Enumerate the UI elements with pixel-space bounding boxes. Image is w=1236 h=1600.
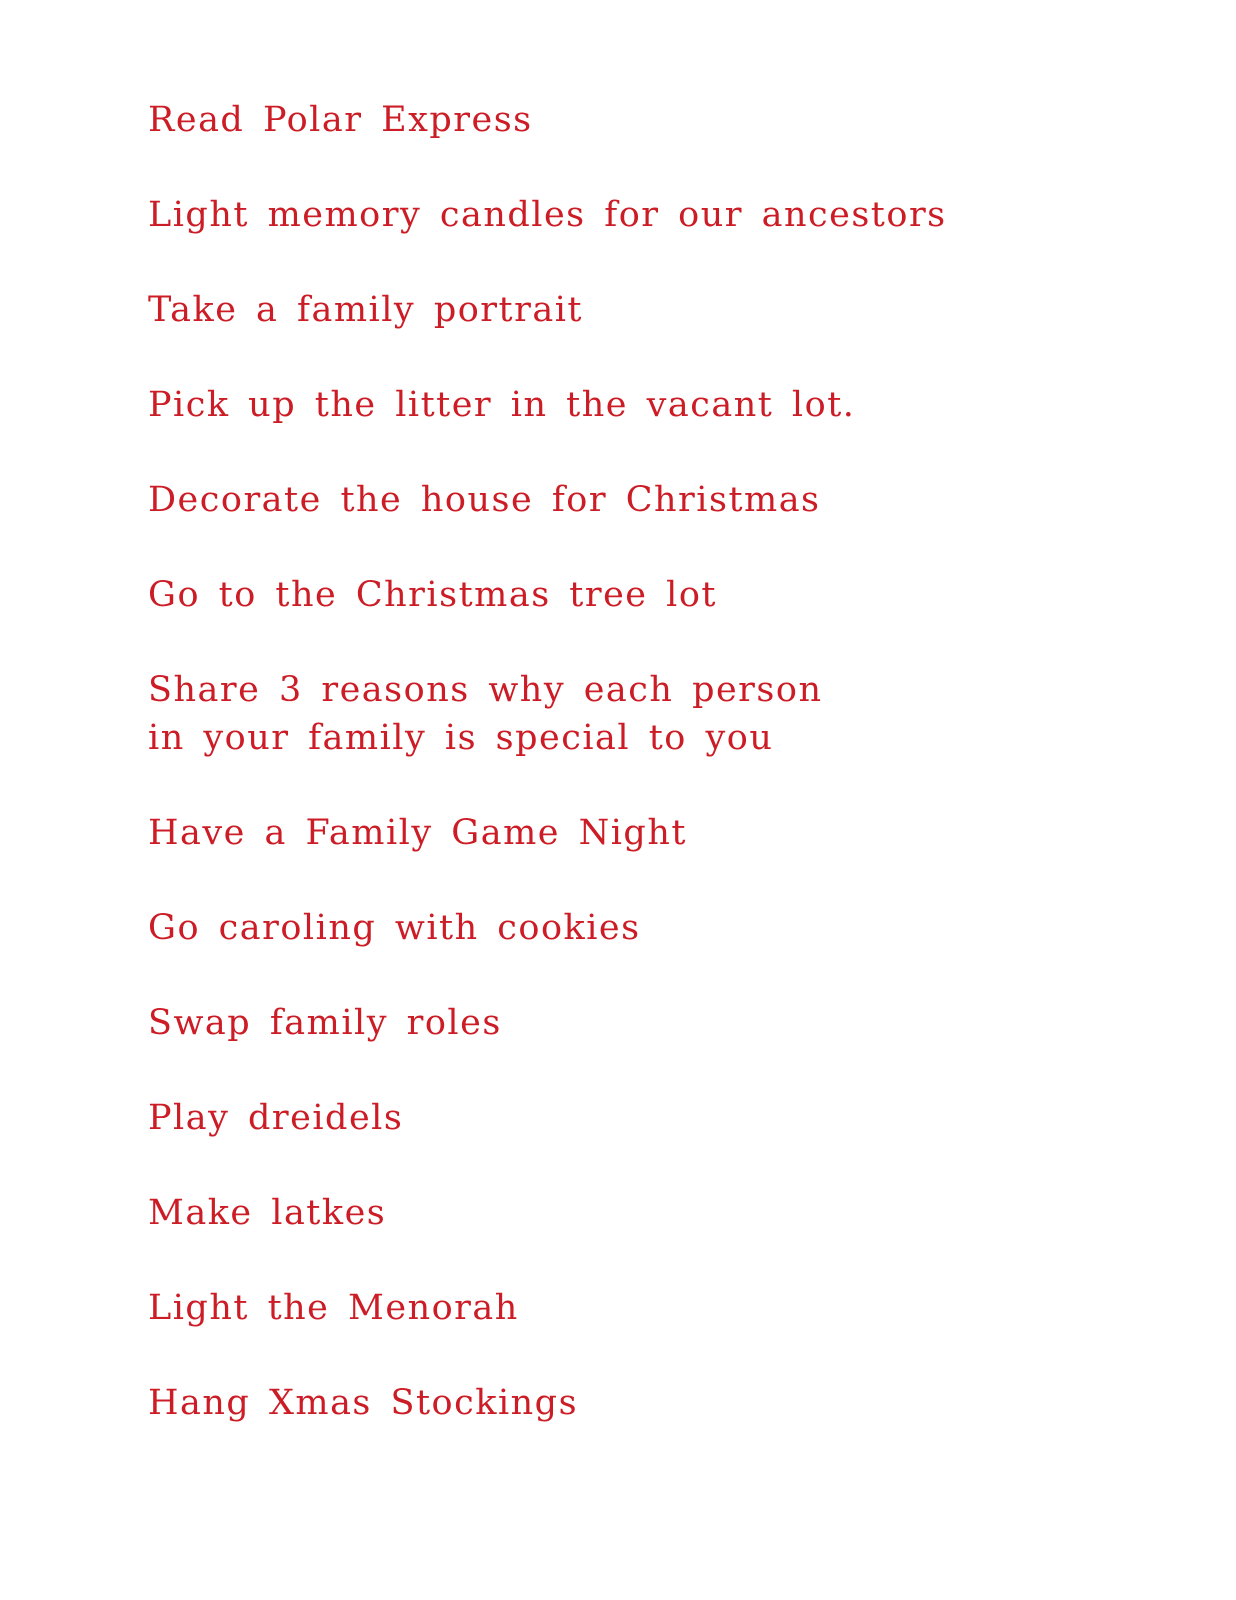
activity-item [148, 476, 947, 524]
activity-text: Have a Family Game Night [148, 813, 687, 853]
activity-item [148, 999, 947, 1047]
activity-item [148, 809, 947, 857]
activity-text: Light memory candles for our ancestors [148, 195, 947, 235]
activity-item [148, 1284, 947, 1332]
activity-list [148, 96, 947, 1474]
activity-item [148, 1189, 947, 1237]
activity-text: Make latkes [148, 1193, 387, 1233]
activity-text: Go to the Christmas tree lot [148, 575, 717, 615]
activity-text: Play dreidels [148, 1098, 404, 1138]
activity-item [148, 381, 947, 429]
activity-item [148, 96, 947, 144]
activity-text: Read Polar Express [148, 100, 533, 140]
activity-text: Hang Xmas Stockings [148, 1383, 579, 1423]
activity-item [148, 1094, 947, 1142]
activity-item [148, 286, 947, 334]
activity-item [148, 1379, 947, 1427]
activity-text-line-1: Share 3 reasons why each person [148, 670, 823, 710]
activity-item [148, 666, 947, 762]
activity-item [148, 904, 947, 952]
activity-text: Light the Menorah [148, 1288, 519, 1328]
activity-item [148, 571, 947, 619]
activity-text: Take a family portrait [148, 290, 583, 330]
activity-text: Decorate the house for Christmas [148, 480, 821, 520]
activity-text: Pick up the litter in the vacant lot. [148, 385, 856, 425]
activity-item [148, 191, 947, 239]
activity-text: Go caroling with cookies [148, 908, 641, 948]
activity-text: Swap family roles [148, 1003, 502, 1043]
activity-text-line-2: in your family is special to you [148, 718, 774, 758]
